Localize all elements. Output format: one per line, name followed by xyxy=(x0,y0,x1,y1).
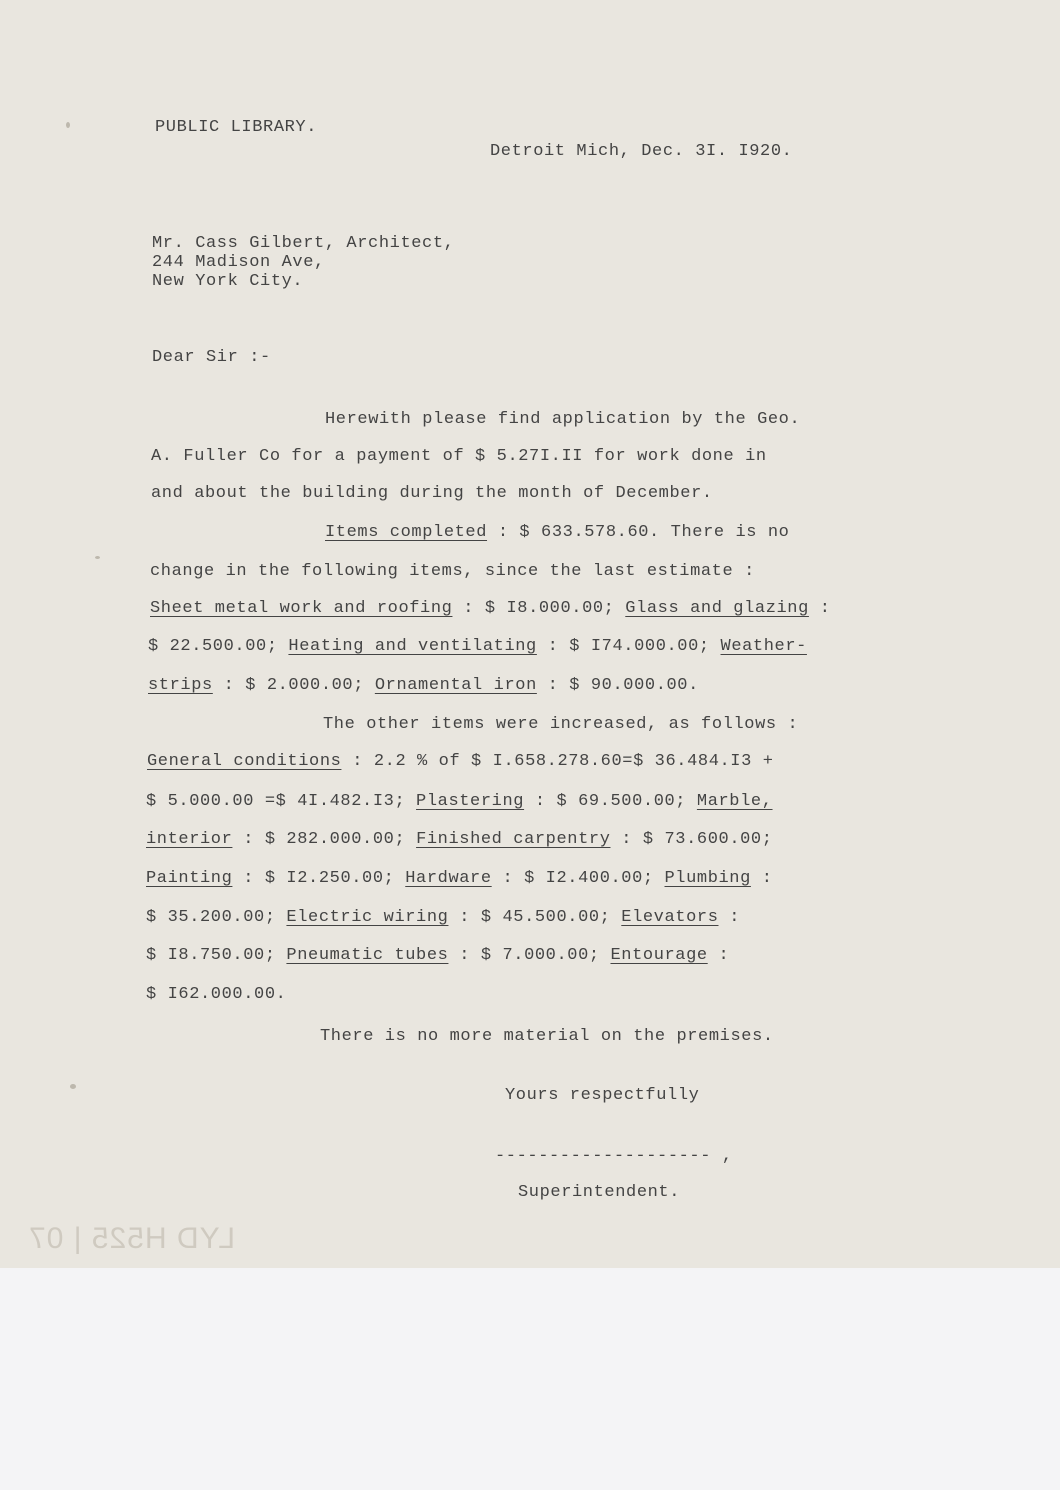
item-value: : 2.2 % of $ I.658.278.60=$ 36.484.I3 + xyxy=(341,752,774,771)
item-label: Painting xyxy=(146,869,233,888)
body-line: and about the building during the month of December. xyxy=(151,484,713,503)
body-line xyxy=(148,637,807,656)
item-label: Hardware xyxy=(405,869,492,888)
item-label: strips xyxy=(148,676,213,695)
item-value: : $ I2.400.00; xyxy=(491,869,665,888)
body-line xyxy=(150,599,831,618)
body-line: The other items were increased, as follows : xyxy=(323,715,799,734)
paper-speck xyxy=(66,122,70,128)
address-line-2: 244 Madison Ave, xyxy=(152,253,325,272)
item-label: Sheet metal work and roofing xyxy=(150,599,453,618)
body-line xyxy=(147,752,774,771)
item-value: $ 22.500.00; xyxy=(148,637,289,656)
item-label: Finished carpentry xyxy=(416,830,611,849)
body-line xyxy=(325,523,789,542)
letterhead: PUBLIC LIBRARY. xyxy=(155,118,318,137)
body-line: Herewith please find application by the Geo. xyxy=(325,410,801,429)
item-label: Weather- xyxy=(720,637,807,656)
body-line: A. Fuller Co for a payment of $ 5.27I.II for work done in xyxy=(151,447,767,466)
item-label: Plastering xyxy=(416,792,525,811)
item-label: Plumbing xyxy=(664,869,751,888)
item-label: Items completed xyxy=(325,523,488,542)
item-value: : xyxy=(718,908,741,927)
salutation: Dear Sir :- xyxy=(152,348,271,367)
body-line xyxy=(146,830,773,849)
archive-stamp: LYD H525 | 07 xyxy=(28,1222,236,1255)
item-label: Electric wiring xyxy=(286,908,449,927)
body-line xyxy=(148,676,699,695)
item-value: : $ 2.000.00; xyxy=(212,676,375,695)
item-value: : xyxy=(750,869,773,888)
signature-title: Superintendent. xyxy=(518,1183,681,1202)
item-value: : xyxy=(808,599,831,618)
item-label: Marble, xyxy=(696,792,773,811)
item-value: $ I8.750.00; xyxy=(146,946,287,965)
address-line-1: Mr. Cass Gilbert, Architect, xyxy=(152,234,455,253)
item-value: : xyxy=(707,946,730,965)
closing: Yours respectfully xyxy=(505,1086,700,1105)
body-line: There is no more material on the premises. xyxy=(320,1027,774,1046)
item-value: : $ I8.000.00; xyxy=(452,599,626,618)
body-line xyxy=(146,792,773,811)
item-value: $ 5.000.00 =$ 4I.482.I3; xyxy=(146,792,417,811)
signature-line: -------------------- , xyxy=(495,1147,733,1166)
item-value: : $ 45.500.00; xyxy=(448,908,622,927)
item-value: : $ I2.250.00; xyxy=(232,869,406,888)
item-label: Ornamental iron xyxy=(374,676,537,695)
body-line xyxy=(146,946,729,965)
item-value: $ 35.200.00; xyxy=(146,908,287,927)
item-label: Pneumatic tubes xyxy=(286,946,449,965)
item-value: : $ 282.000.00; xyxy=(232,830,417,849)
item-label: Entourage xyxy=(610,946,708,965)
item-label: interior xyxy=(146,830,233,849)
body-line: change in the following items, since the last estimate : xyxy=(150,562,755,581)
item-label: Glass and glazing xyxy=(625,599,809,618)
item-label: Elevators xyxy=(621,908,719,927)
item-value: : $ 633.578.60. There is no xyxy=(487,523,790,542)
item-value: : $ 69.500.00; xyxy=(524,792,697,811)
item-value: : $ 90.000.00. xyxy=(536,676,699,695)
body-line xyxy=(146,908,740,927)
body-line: $ I62.000.00. xyxy=(146,985,287,1004)
item-value: : $ 7.000.00; xyxy=(448,946,611,965)
dateline: Detroit Mich, Dec. 3I. I920. xyxy=(490,142,793,161)
item-value: : $ 73.600.00; xyxy=(610,830,773,849)
paper-speck xyxy=(70,1084,76,1089)
paper-speck xyxy=(95,556,100,559)
item-value: : $ I74.000.00; xyxy=(536,637,721,656)
item-label: General conditions xyxy=(147,752,342,771)
item-label: Heating and ventilating xyxy=(288,637,537,656)
address-line-3: New York City. xyxy=(152,272,304,291)
body-line xyxy=(146,869,773,888)
